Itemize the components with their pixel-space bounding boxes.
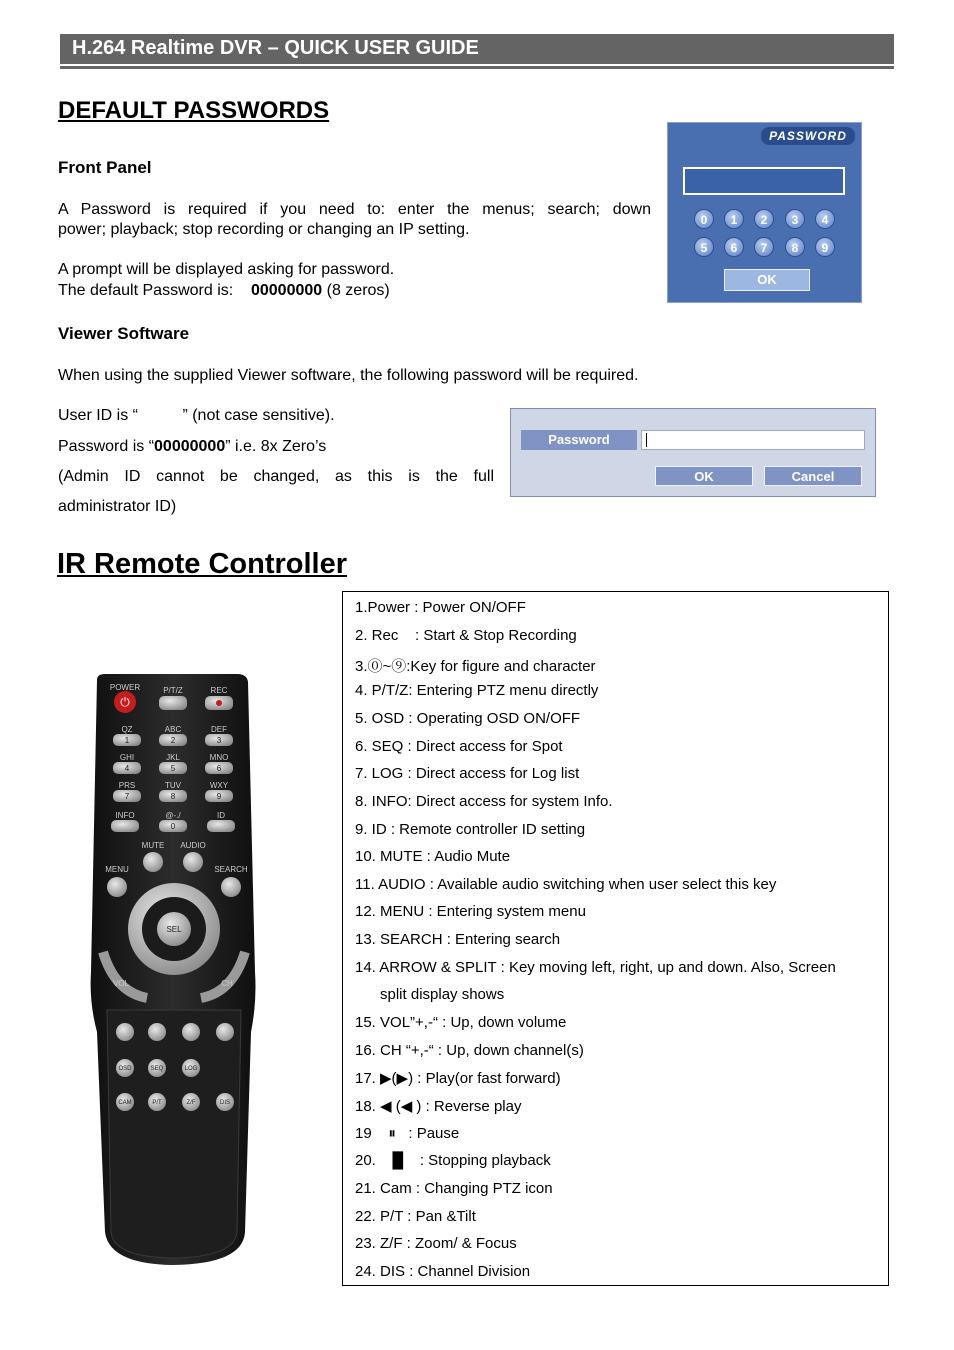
svg-text:⏻: ⏻ [120,695,130,709]
remote-digit-2: 2 [170,736,176,745]
remote-label-ghi: GHI [119,753,135,762]
legend-item: 3.⓪~⑨:Key for figure and character [355,658,596,675]
front-panel-para1-line1: A Password is required if you need to: enter the menus; search; down [58,201,651,218]
viewer-password-suffix: ” i.e. 8x Zero’s [225,438,327,455]
remote-label-wxy: WXY [209,781,229,790]
viewer-admin-note-line2: administrator ID) [58,498,177,515]
keypad-key-4: 4 [815,209,835,229]
remote-digit-3: 3 [216,736,222,745]
remote-label-search: SEARCH [214,865,248,874]
remote-digit-4: 4 [124,764,130,773]
remote-label-zf: Z/F [186,1100,196,1106]
keypad-key-9: 9 [815,237,835,257]
password-keypad-image [667,122,862,303]
remote-label-qz: QZ [121,725,133,734]
legend-item: 8. INFO: Direct access for system Info. [355,793,613,810]
viewer-intro-text: When using the supplied Viewer software, the following password will be required. [58,367,639,384]
remote-label-abc: ABC [164,725,182,734]
remote-label-jkl: JKL [166,753,180,762]
dialog-cancel-button: Cancel [764,466,862,486]
front-panel-para1-line2: power; playback; stop recording or changing an IP setting. [58,221,470,238]
section-heading-ir-remote: IR Remote Controller [57,548,348,580]
viewer-password-prefix: Password is “ [58,438,155,455]
remote-label-cam: CAM [118,1100,132,1106]
subheading-front-panel: Front Panel [58,158,152,177]
remote-label-pt: P/T [152,1100,162,1106]
legend-item: 18. ◀ (◀ ) : Reverse play [355,1098,522,1115]
keypad-key-8: 8 [785,237,805,257]
viewer-user-id-line [58,406,335,426]
keypad-key-2: 2 [754,209,774,229]
viewer-password-dialog-image [510,408,876,497]
remote-controller-image [85,672,260,1267]
keypad-key-1: 1 [724,209,744,229]
remote-label-ch: CH [221,979,233,988]
keypad-key-5: 5 [694,237,714,257]
legend-item: 19 ⏸ : Pause [355,1125,460,1142]
remote-label-audio: AUDIO [180,841,206,850]
legend-item: 9. ID : Remote controller ID setting [355,821,586,838]
legend-item: 2. Rec : Start & Stop Recording [355,627,577,644]
user-id-suffix: ” (not case sensitive). [182,407,335,424]
legend-item: 5. OSD : Operating OSD ON/OFF [355,710,581,727]
legend-item: 16. CH “+,-“ : Up, down channel(s) [355,1042,584,1059]
legend-item: 12. MENU : Entering system menu [355,903,586,920]
remote-label-vol: VOL [112,979,130,988]
remote-digit-5: 5 [170,764,176,773]
remote-label-prs: PRS [118,781,136,790]
header-bar [60,34,894,64]
remote-label-osd: OSD [118,1066,132,1072]
remote-label-id: ID [217,811,225,820]
viewer-admin-note-line1: (Admin ID cannot be changed, as this is the full [58,468,494,485]
legend-item: 14. ARROW & SPLIT : Key moving left, right, up and down. Also, Screen [355,959,836,976]
keypad-ok-button: OK [724,269,810,291]
remote-label-log: LOG [184,1066,198,1072]
keypad-password-field [683,167,845,195]
remote-digit-1: 1 [124,736,130,745]
remote-label-power: POWER [109,683,141,692]
header-divider [60,66,894,69]
legend-item: 13. SEARCH : Entering search [355,931,561,948]
viewer-password-line [58,437,326,457]
viewer-password-value: 00000000 [154,438,226,455]
remote-digit-0: 0 [170,822,176,831]
legend-item: 22. P/T : Pan &Tilt [355,1208,476,1225]
legend-item: 4. P/T/Z: Entering PTZ menu directly [355,682,599,699]
remote-label-dis: DIS [219,1100,231,1106]
subheading-viewer-software: Viewer Software [58,324,190,343]
remote-label-symbols: @-./ [165,811,181,820]
remote-label-mute: MUTE [141,841,165,850]
remote-label-seq: SEQ [150,1066,164,1072]
keypad-key-0: 0 [694,209,714,229]
default-password-label: The default Password is: [58,282,234,299]
section-heading-default-passwords: DEFAULT PASSWORDS [58,97,330,124]
remote-legend-box [342,591,889,1286]
keypad-key-6: 6 [724,237,744,257]
remote-digit-9: 9 [216,792,222,801]
legend-item: 24. DIS : Channel Division [355,1263,531,1280]
legend-item: 7. LOG : Direct access for Log list [355,765,580,782]
front-panel-prompt-text: A prompt will be displayed asking for password. [58,261,395,278]
legend-item: split display shows [355,986,505,1003]
document-title: H.264 Realtime DVR – QUICK USER GUIDE [72,37,479,59]
legend-item: 20. █ : Stopping playback [355,1152,551,1169]
remote-label-tuv: TUV [165,781,181,790]
remote-label-rec: REC [210,686,228,695]
remote-digit-6: 6 [216,764,222,773]
user-id-prefix: User ID is “ [58,407,138,424]
front-panel-default-password-line [58,281,390,301]
default-password-note: (8 zeros) [326,282,390,299]
remote-digit-8: 8 [170,792,176,801]
legend-item: 11. AUDIO : Available audio switching when user select this key [355,876,777,893]
legend-item: 10. MUTE : Audio Mute [355,848,511,865]
dialog-ok-button: OK [655,466,753,486]
remote-label-ptz: P/T/Z [163,686,183,695]
keypad-key-3: 3 [785,209,805,229]
remote-label-menu: MENU [105,865,129,874]
dialog-password-label: Password [521,430,637,450]
legend-item: 23. Z/F : Zoom/ & Focus [355,1235,517,1252]
legend-item: 17. ▶(▶) : Play(or fast forward) [355,1070,561,1087]
remote-label-sel: SEL [166,925,182,934]
remote-label-def: DEF [211,725,227,734]
remote-digit-7: 7 [124,792,130,801]
legend-item: 1.Power : Power ON/OFF [355,599,526,616]
keypad-title: PASSWORD [761,127,855,145]
remote-label-mno: MNO [209,753,229,762]
legend-item: 15. VOL”+,-“ : Up, down volume [355,1014,567,1031]
legend-item: 21. Cam : Changing PTZ icon [355,1180,553,1197]
keypad-key-7: 7 [754,237,774,257]
default-password-value: 00000000 [250,282,323,299]
legend-item: 6. SEQ : Direct access for Spot [355,738,563,755]
dialog-password-input [641,430,865,450]
remote-label-info: INFO [115,811,135,820]
